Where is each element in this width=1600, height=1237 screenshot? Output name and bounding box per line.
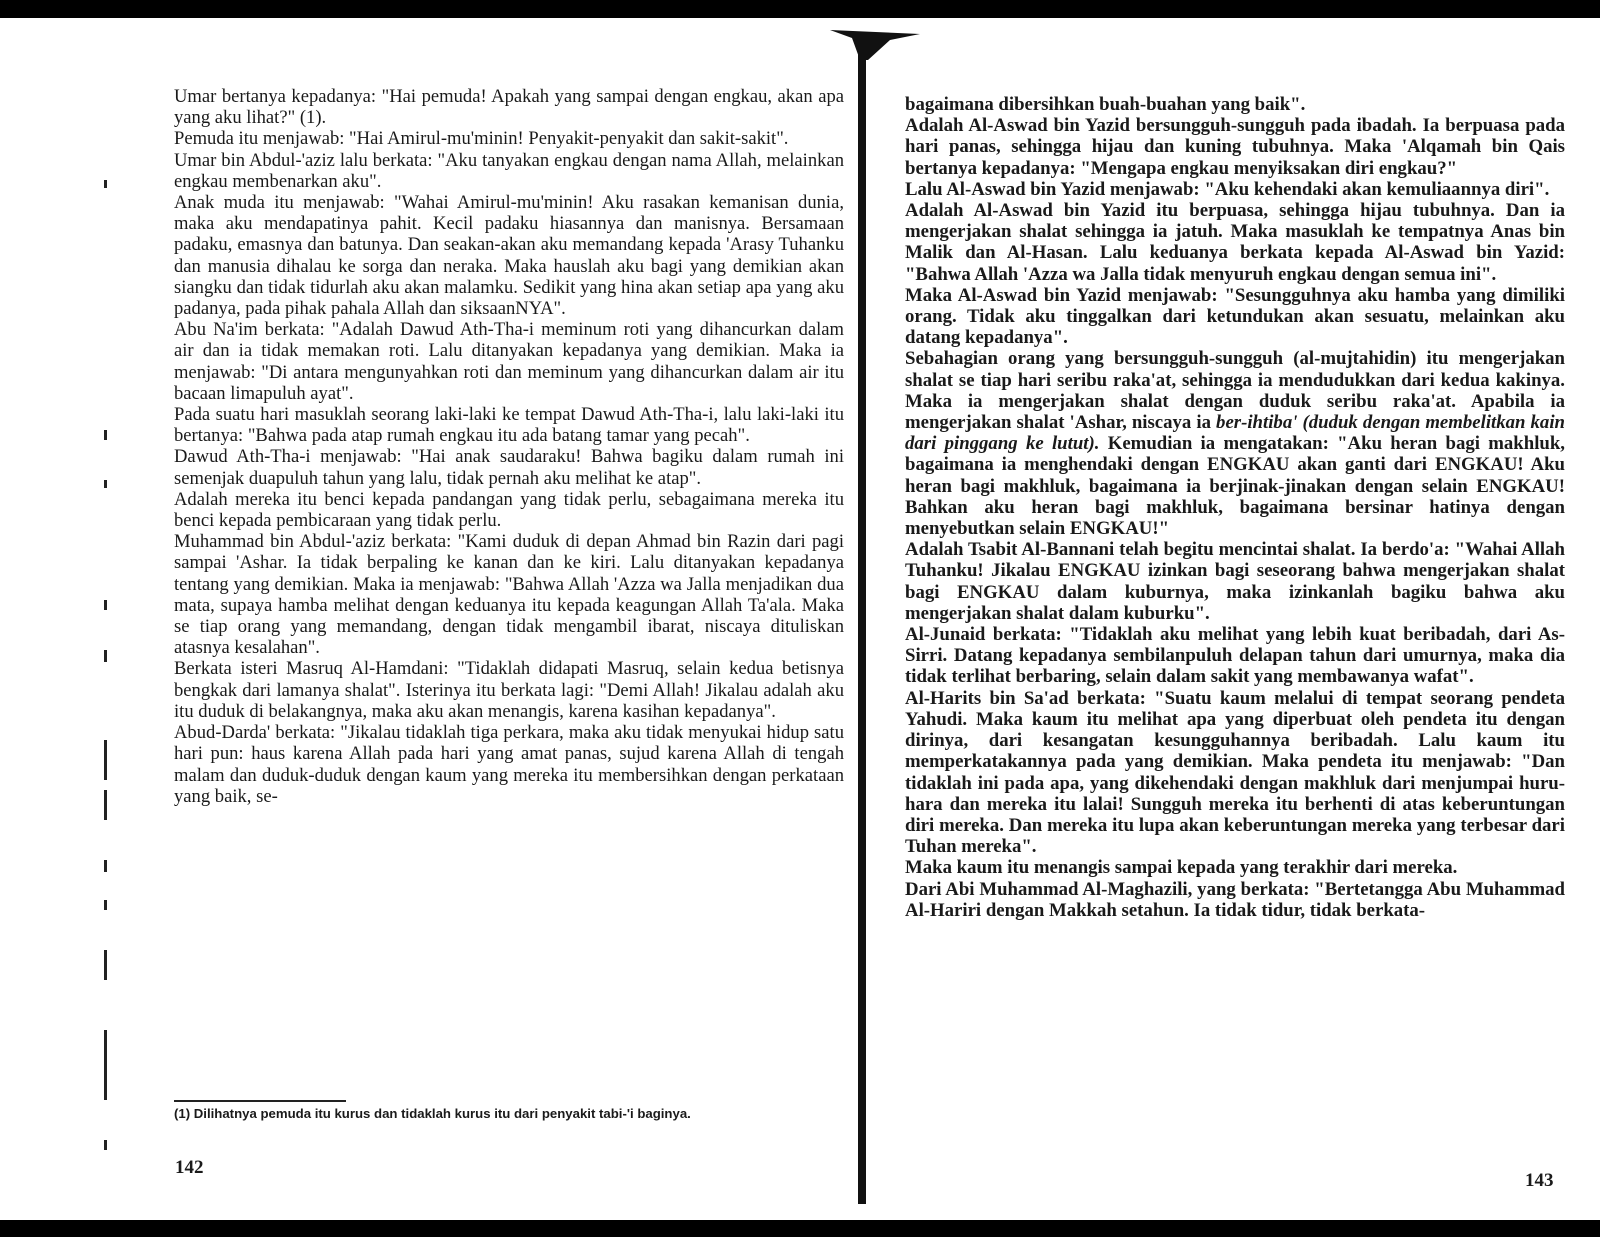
paragraph: Adalah Tsabit Al-Bannani telah begitu mencintai shalat. Ia berdo'a: "Wahai Allah Tuhanku! Jikalau ENGKAU izinkan bagi seseorang bahwa mengerjakan shalat bagi ENGKAU dalam kuburnya, maka izinkanlah bagiku bahwa aku mengerjakan shalat dalam kuburku". — [905, 539, 1565, 624]
paragraph: Al-Harits bin Sa'ad berkata: "Suatu kaum melalui di tempat seorang pendeta Yahudi. Maka kaum itu melihat apa yang diperbuat oleh pendeta itu dengan dirinya, dari kesangatan kesungguhannya beribadah. Lalu kaum itu memperkatakannya pada yang demikian. Maka pendeta itu menjawab: "Dan tidaklah ini pada apa, yang dikehendaki dengan makhluk dari menjumpai huru-hara dan mereka itu lalai! Sungguh mereka itu berhenti di atas keberuntungan diri mereka. Dan mereka itu lupa akan keberuntungan mereka yang terbesar dari Tuhan mereka". — [905, 687, 1565, 858]
paragraph-with-italic — [905, 348, 1565, 539]
paragraph: Maka kaum itu menangis sampai kepada yang terakhir dari mereka. — [905, 857, 1458, 879]
paragraph: Adalah Al-Aswad bin Yazid itu berpuasa, sehingga hijau tubuhnya. Dan ia mengerjakan shalat sehingga ia jatuh. Maka masuklah ke tempatnya Anas bin Malik dan Al-Hasan. Lalu keduanya berkata kepada Al-Aswad bin Yazid: "Bahwa Allah 'Azza wa Jalla tidak menyuruh engkau dengan semua ini". — [905, 200, 1565, 285]
paragraph: Adalah Al-Aswad bin Yazid bersungguh-sungguh pada ibadah. Ia berpuasa pada hari panas, sehingga hijau dan kuning tubuhnya. Maka 'Alqamah bin Qais bertanya kepadanya: "Mengapa engkau menyiksakan diri engkau?" — [905, 115, 1565, 179]
paragraph: Pada suatu hari masuklah seorang laki-laki ke tempat Dawud Ath-Tha-i, lalu laki-laki itu bertanya: "Bahwa pada atap rumah engkau itu ada batang tamar yang pecah". — [174, 404, 844, 447]
page-edge-marks — [104, 180, 110, 1200]
book-gutter — [858, 34, 866, 1204]
paragraph-text: Sebahagian orang yang bersungguh-sungguh (al-mujtahidin) itu mengerjakan shalat se tiap hari seribu raka'at, sehingga ia mendudukkan dari kedua kakinya. Maka ia mengerjakan shalat dengan duduk seribu raka'at. Apabila ia mengerjakan shalat 'Ashar, niscaya ia — [905, 348, 1565, 434]
paragraph: Berkata isteri Masruq Al-Hamdani: "Tidaklah didapati Masruq, selain kedua betisnya bengkak dari lamanya shalat". Isterinya itu berkata lagi: "Demi Allah! Jikalau adalah aku itu duduk di belakangnya, maka aku akan menangis, karena kasihan kepadanya". — [174, 658, 844, 722]
paragraph: Lalu Al-Aswad bin Yazid menjawab: "Aku kehendaki akan kemuliaannya diri". — [905, 178, 1550, 200]
paragraph: Dari Abi Muhammad Al-Maghazili, yang berkata: "Bertetangga Abu Muhammad Al-Hariri dengan Makkah setahun. Ia tidak tidur, tidak berkata- — [905, 878, 1565, 921]
paragraph: Maka Al-Aswad bin Yazid menjawab: "Sesungguhnya aku hamba yang dimiliki orang. Tidak aku tinggalkan dari ketundukan akan sesuatu, melainkan aku datang kepadanya". — [905, 284, 1565, 349]
scan-bottom-border — [0, 1220, 1600, 1237]
paragraph-text: Kemudian ia mengatakan: "Aku heran bagi makhluk, bagaimana ia menghendaki dengan ENGKAU akan ganti dari ENGKAU! Aku heran bagi makhluk, bagaimana ia berjinak-jinakan dengan selain ENGKAU! Bahkan aku heran bagi makhluk, bagaimana bersinar hatinya dengan menyebutkan selain ENGKAU!" — [905, 433, 1565, 540]
paragraph: Al-Junaid berkata: "Tidaklah aku melihat yang lebih kuat beribadah, dari As-Sirri. Datang kepadanya sembilanpuluh delapan tahun dari umurnya, maka dia tidak terlihat berbaring, selain dalam sakit yang membawanya wafat". — [905, 624, 1565, 688]
right-page — [905, 94, 1565, 921]
page-number-right: 143 — [1525, 1170, 1554, 1191]
paragraph: bagaimana dibersihkan buah-buahan yang baik". — [905, 94, 1306, 115]
italic-phrase: ber-ihtiba' (duduk dengan membelitkan kain dari pinggang ke lutut). — [905, 412, 1565, 455]
paragraph: Umar bertanya kepadanya: "Hai pemuda! Apakah yang sampai dengan engkau, akan apa yang aku lihat?" (1). — [174, 86, 844, 129]
paragraph: Muhammad bin Abdul-'aziz berkata: "Kami duduk di depan Ahmad bin Razin dari pagi sampai 'Ashar. Ia tidak berpaling ke kanan dan ke kiri. Lalu ditanyakan kepadanya tentang yang demikian. Maka ia menjawab: "Bahwa Allah 'Azza wa Jalla menjadikan dua mata, supaya hamba melihat dengan keduanya itu kepada keagungan Allah Ta'ala. Maka se tiap orang yang memandang, dengan tidak mengambil ibarat, niscaya dituliskan atasnya kesalahan". — [174, 531, 844, 659]
paragraph: Pemuda itu menjawab: "Hai Amirul-mu'minin! Penyakit-penyakit dan sakit-sakit". — [174, 128, 789, 150]
paragraph: Abud-Darda' berkata: "Jikalau tidaklah tiga perkara, maka aku tidak menyukai hidup satu hari pun: haus karena Allah pada hari yang amat panas, sujud karena Allah di tengah malam dan duduk-duduk dengan kaum yang mereka itu membersihkan dengan perkataan yang baik, se- — [174, 722, 844, 807]
paragraph: Anak muda itu menjawab: "Wahai Amirul-mu'minin! Aku rasakan kemanisan dunia, maka aku mendapatinya pahit. Kecil padaku hiasannya dan manisnya. Bersamaan padaku, emasnya dan batunya. Dan seakan-akan aku memandang kepada 'Arasy Tuhanku dan manusia dihalau ke sorga dan neraka. Maka hauslah aku bagi yang demikian akan siangku dan tidak tidurlah aku akan malamku. Sedikit yang hina akan setiap apa yang aku padanya, pada pihak pahala Allah dan siksaanNYA". — [174, 192, 844, 320]
page-number-left: 142 — [175, 1157, 204, 1178]
paragraph: Adalah mereka itu benci kepada pandangan yang tidak perlu, sebagaimana mereka itu benci kepada pembicaraan yang tidak perlu. — [174, 488, 844, 532]
gutter-shadow — [830, 30, 930, 60]
paragraph: Umar bin Abdul-'aziz lalu berkata: "Aku tanyakan engkau dengan nama Allah, melainkan engkau membenarkan aku". — [174, 149, 844, 192]
footnote-rule — [174, 1100, 346, 1102]
footnote: (1) Dilihatnya pemuda itu kurus dan tidaklah kurus itu dari penyakit tabi-'i baginya. — [174, 1106, 691, 1121]
paragraph: Dawud Ath-Tha-i menjawab: "Hai anak saudaraku! Bahwa bagiku dalam rumah ini semenjak duapuluh tahun yang lalu, tidak pernah aku melihat ke atap". — [174, 446, 844, 489]
scan-top-border — [0, 0, 1600, 18]
left-page — [174, 86, 844, 807]
paragraph: Abu Na'im berkata: "Adalah Dawud Ath-Tha-i meminum roti yang dihancurkan dalam air dan ia tidak memakan roti. Lalu ditanyakan kepadanya yang demikian. Maka ia menjawab: "Di antara mengunyahkan roti dan meminum yang dihancurkan dalam air itu bacaan limapuluh ayat". — [174, 319, 844, 404]
